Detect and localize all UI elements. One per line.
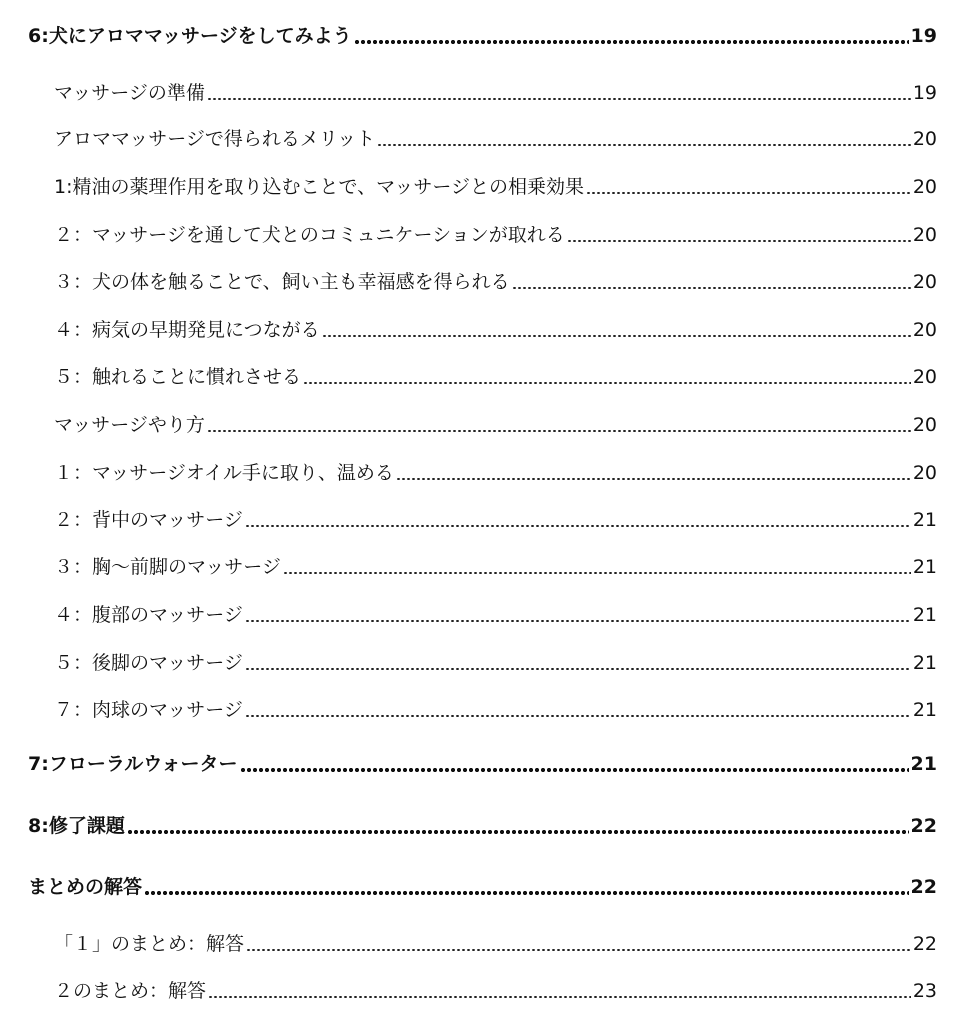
toc-entry-page: 21 [912,604,937,626]
dot-leader [144,891,909,895]
toc-entry-page: 20 [912,462,937,484]
toc-entry-page: 22 [910,876,937,898]
toc-entry-label: マッサージの準備 [54,82,205,104]
toc-entry[interactable] [54,932,937,956]
toc-entry-label: ５：触れることに慣れさせる [54,366,302,388]
toc-entry[interactable] [54,651,937,675]
toc-entry-label: 1:精油の薬理作用を取り込むことで、マッサージとの相乗効果 [54,176,584,198]
toc-entry-label: ２：マッサージを通して犬とのコミュニケーションが取れる [54,224,565,246]
toc-entry[interactable] [54,555,937,579]
toc-entry[interactable] [54,461,937,485]
toc-entry-label: ２のまとめ：解答 [54,980,207,1002]
toc-entry-page: 22 [912,933,937,955]
toc-entry[interactable] [54,318,937,342]
toc-entry-page: 19 [910,25,937,47]
dot-leader [240,768,909,772]
toc-entry-page: 20 [912,366,937,388]
toc-entry[interactable] [54,603,937,627]
toc-entry-label: ２：背中のマッサージ [54,509,243,531]
dot-leader [512,287,911,289]
toc-entry-chapter-8[interactable] [28,814,937,838]
dot-leader [208,996,911,998]
dot-leader [377,144,911,146]
toc-entry[interactable] [54,81,937,105]
toc-entry-page: 22 [910,815,937,837]
toc-entry-page: 21 [910,753,937,775]
toc-entry-page: 20 [912,319,937,341]
dot-leader [245,525,911,527]
toc-entry-label: ５：後脚のマッサージ [54,652,243,674]
toc-entry[interactable] [54,698,937,722]
dot-leader [245,620,911,622]
toc-entry-page: 20 [912,224,937,246]
toc-entry-page: 23 [912,980,937,1002]
toc-entry-page: 20 [912,176,937,198]
toc-entry[interactable] [54,979,937,1003]
dot-leader [245,715,911,717]
toc-entry[interactable] [54,508,937,532]
dot-leader [567,240,911,242]
toc-entry-label: １：マッサージオイル手に取り、温める [54,462,394,484]
toc-entry-chapter-6[interactable] [28,24,937,48]
toc-entry-page: 20 [912,271,937,293]
dot-leader [245,668,911,670]
toc-entry-label: 「１」のまとめ：解答 [54,933,245,955]
dot-leader [586,192,911,194]
dot-leader [354,40,909,44]
dot-leader [207,430,911,432]
toc-entry[interactable] [54,127,937,151]
toc-entry-summary-answers[interactable] [28,875,937,899]
toc-entry-label: ４：病気の早期発見につながる [54,319,320,341]
dot-leader [207,98,911,100]
toc-entry-label: ７：肉球のマッサージ [54,699,243,721]
toc-entry-page: 20 [912,128,937,150]
dot-leader [396,478,911,480]
toc-entry-label: 8:修了課題 [28,815,125,837]
toc-entry-page: 19 [912,82,937,104]
toc-entry-page: 20 [912,414,937,436]
toc-entry[interactable] [54,270,937,294]
dot-leader [283,572,911,574]
toc-entry-label: まとめの解答 [28,876,143,898]
toc-entry-page: 21 [912,509,937,531]
dot-leader [246,949,911,951]
toc-entry-label: マッサージやり方 [54,414,205,436]
toc-entry[interactable] [54,365,937,389]
toc-entry-page: 21 [912,556,937,578]
toc-entry-chapter-7[interactable] [28,752,937,776]
toc-entry-label: ４：腹部のマッサージ [54,604,243,626]
toc-entry-label: ３：胸～前脚のマッサージ [54,556,281,578]
toc-entry-page: 21 [912,699,937,721]
toc-entry-label: 6:犬にアロママッサージをしてみよう [28,25,352,47]
dot-leader [322,335,911,337]
toc-entry-label: 7:フローラルウォーター [28,753,238,775]
toc-entry[interactable] [54,223,937,247]
toc-entry-label: アロママッサージで得られるメリット [54,128,376,150]
toc-entry-label: ３：犬の体を触ることで、飼い主も幸福感を得られる [54,271,510,293]
toc-entry-page: 21 [912,652,937,674]
toc-entry[interactable] [54,175,937,199]
toc-entry[interactable] [54,413,937,437]
dot-leader [127,830,909,834]
dot-leader [303,382,911,384]
